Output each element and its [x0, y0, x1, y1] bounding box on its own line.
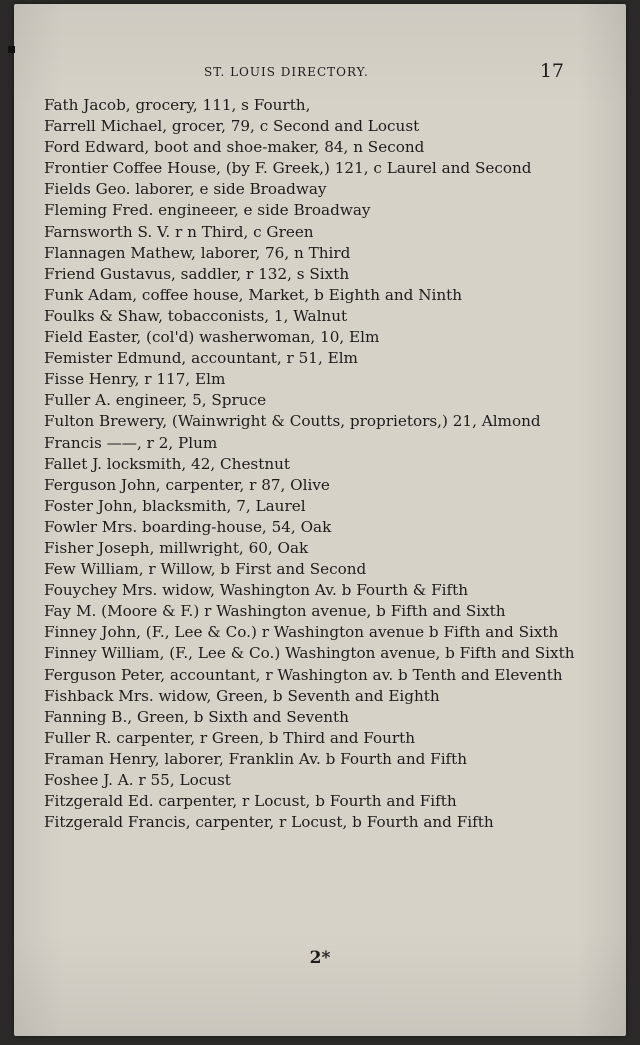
directory-entry: Ford Edward, boot and shoe-maker, 84, n Second — [44, 138, 425, 157]
running-head: ST. LOUIS DIRECTORY. — [204, 65, 369, 79]
directory-entry: Fuller R. carpenter, r Green, b Third and Fourth — [44, 728, 416, 747]
directory-entry: Foulks & Shaw, tobacconists, 1, Walnut — [44, 306, 348, 325]
directory-entry: Fowler Mrs. boarding-house, 54, Oak — [44, 517, 332, 536]
directory-entry: Fleming Fred. engineeer, e side Broadway — [44, 201, 371, 220]
directory-entry: Fisse Henry, r 117, Elm — [44, 370, 226, 389]
directory-entry: Fay M. (Moore & F.) r Washington avenue, b Fifth and Sixth — [44, 602, 506, 621]
directory-page — [14, 4, 626, 1036]
directory-entry: Fitzgerald Francis, carpenter, r Locust, b Fourth and Fifth — [44, 813, 494, 832]
directory-entry: Fulton Brewery, (Wainwright & Coutts, proprietors,) 21, Almond — [44, 412, 541, 431]
directory-entry: Fitzgerald Ed. carpenter, r Locust, b Fourth and Fifth — [44, 792, 457, 811]
directory-entry: Few William, r Willow, b First and Second — [44, 560, 367, 579]
directory-entry: Ferguson John, carpenter, r 87, Olive — [44, 475, 330, 494]
directory-entry: Femister Edmund, accountant, r 51, Elm — [44, 349, 358, 368]
directory-entry: Fuller A. engineer, 5, Spruce — [44, 391, 267, 410]
directory-entry: Fallet J. locksmith, 42, Chestnut — [44, 454, 290, 473]
directory-entry: Friend Gustavus, saddler, r 132, s Sixth — [44, 264, 350, 283]
signature-mark: 2* — [309, 948, 331, 968]
directory-entry: Farrell Michael, grocer, 79, c Second and Locust — [44, 117, 420, 136]
page-header — [14, 60, 626, 84]
directory-entry: Finney William, (F., Lee & Co.) Washington avenue, b Fifth and Sixth — [44, 644, 575, 663]
directory-entry: Fouychey Mrs. widow, Washington Av. b Fourth & Fifth — [44, 581, 469, 600]
directory-entry: Fanning B., Green, b Sixth and Seventh — [44, 707, 349, 726]
directory-entry: Francis ——, r 2, Plum — [44, 433, 218, 452]
page-number: 17 — [539, 60, 564, 82]
ink-mark — [8, 46, 15, 53]
directory-entry: Farnsworth S. V. r n Third, c Green — [44, 222, 314, 241]
directory-entry: Foster John, blacksmith, 7, Laurel — [44, 496, 306, 515]
directory-entry: Frontier Coffee House, (by F. Greek,) 121, c Laurel and Second — [44, 159, 532, 178]
directory-entry: Funk Adam, coffee house, Market, b Eighth and Ninth — [44, 285, 463, 304]
directory-entry: Fields Geo. laborer, e side Broadway — [44, 180, 327, 199]
directory-entry: Ferguson Peter, accountant, r Washington av. b Tenth and Eleventh — [44, 665, 563, 684]
directory-entry: Flannagen Mathew, laborer, 76, n Third — [44, 243, 351, 262]
directory-entry: Fisher Joseph, millwright, 60, Oak — [44, 538, 309, 557]
directory-entry: Fath Jacob, grocery, 111, s Fourth, — [44, 96, 311, 114]
directory-entries — [44, 95, 604, 833]
directory-entry: Finney John, (F., Lee & Co.) r Washington avenue b Fifth and Sixth — [44, 623, 559, 642]
directory-entry: Foshee J. A. r 55, Locust — [44, 771, 231, 789]
directory-entry: Framan Henry, laborer, Franklin Av. b Fourth and Fifth — [44, 749, 468, 768]
directory-entry: Fishback Mrs. widow, Green, b Seventh and Eighth — [44, 686, 440, 705]
directory-entry: Field Easter, (col'd) washerwoman, 10, Elm — [44, 328, 380, 347]
